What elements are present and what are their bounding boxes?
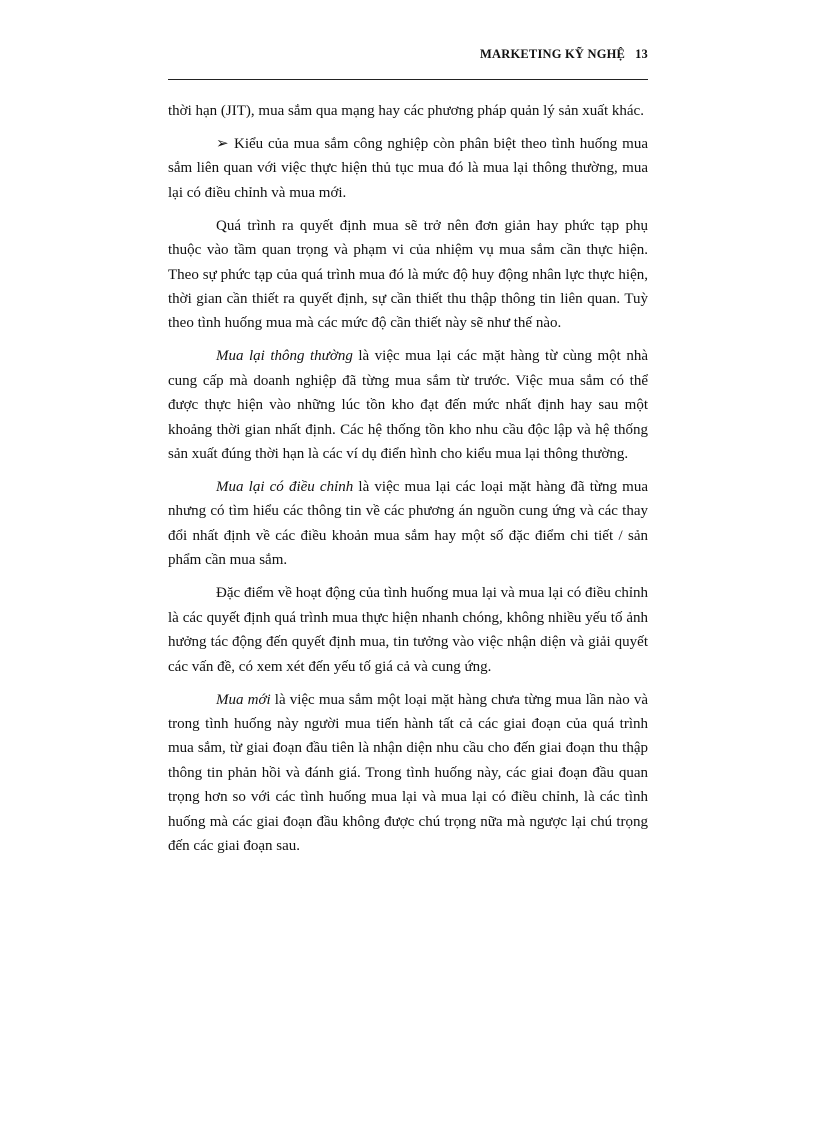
paragraph-text: Quá trình ra quyết định mua sẽ trở nên đơn giản hay phức tạp phụ thuộc vào tầm quan trọng và phạm vi của nhiệm vụ mua sắm cần thực hiện. Theo sự phức tạp của quá trình mua đó là mức độ huy động nhân lực thực hiện, thời gian cần thiết ra quyết định, sự cần thiết thu thập thông tin liên quan. Tuỳ theo tình huống mua mà các mức độ cần thiết này sẽ như thế nào. [168, 217, 648, 332]
term-modified-rebuy: Mua lại có điều chỉnh [216, 479, 354, 496]
paragraph-text: là việc mua lại các loại mặt hàng đã từng mua nhưng có tìm hiểu các thông tin về các phương án nguồn cung ứng và các thay đổi nhất định về các điều khoản mua sắm hay một số đặc điểm chi tiết / sản phẩm cần mua sắm. [168, 479, 648, 569]
bullet-paragraph [168, 132, 648, 205]
page-body [168, 99, 648, 867]
running-header-title: MARKETING KỸ NGHỆ [480, 47, 626, 61]
term-routine-rebuy: Mua lại thông thường [216, 348, 353, 365]
paragraph-new-task [168, 688, 648, 859]
paragraph-modified-rebuy [168, 475, 648, 573]
paragraph-text: Đặc điểm về hoạt động của tình huống mua lại và mua lại có điều chỉnh là các quyết định quá trình mua thực hiện nhanh chóng, không nhiều yếu tố ảnh hưởng tác động đến quyết định mua, tin tưởng vào việc nhận diện và giải quyết các vấn đề, có xem xét đến yếu tố giá cả và cung ứng. [168, 585, 648, 675]
arrow-bullet-icon: ➢ [216, 136, 229, 152]
paragraph-text: là việc mua sắm một loại mặt hàng chưa từng mua lần nào và trong tình huống này người mua tiến hành tất cả các giai đoạn của quá trình mua sắm, từ giai đoạn đầu tiên là nhận diện nhu cầu cho đến giai đoạn thu thập thông tin phản hồi và đánh giá. Trong tình huống này, các giai đoạn đầu quan trọng hơn so với các tình huống mua lại và mua lại có điều chỉnh, là các tình huống mà các giai đoạn đầu không được chú trọng nữa mà ngược lại chú trọng đến các giai đoạn sau. [168, 691, 648, 854]
paragraph-text: Kiểu của mua sắm công nghiệp còn phân biệt theo tình huống mua sắm liên quan với việc thực hiện thủ tục mua đó là mua lại thông thường, mua lại có điều chỉnh và mua mới. [168, 136, 648, 201]
paragraph [168, 214, 648, 336]
term-new-task: Mua mới [216, 691, 271, 708]
running-header [168, 47, 648, 62]
paragraph-routine-rebuy [168, 344, 648, 466]
paragraph-text: là việc mua lại các mặt hàng từ cùng một nhà cung cấp mà doanh nghiệp đã từng mua sắm từ trước. Việc mua sắm có thể được thực hiện vào những lúc tồn kho đạt đến mức nhất định hay sau một khoảng thời gian nhất định. Các hệ thống tồn kho nhu cầu độc lập và hệ thống sản xuất đúng thời hạn là các ví dụ điển hình cho kiểu mua lại thông thường. [168, 348, 648, 463]
paragraph-text: thời hạn (JIT), mua sắm qua mạng hay các phương pháp quản lý sản xuất khác. [168, 103, 644, 119]
page-number: 13 [635, 47, 648, 61]
paragraph-continued [168, 99, 648, 123]
header-rule [168, 79, 648, 80]
paragraph [168, 581, 648, 679]
